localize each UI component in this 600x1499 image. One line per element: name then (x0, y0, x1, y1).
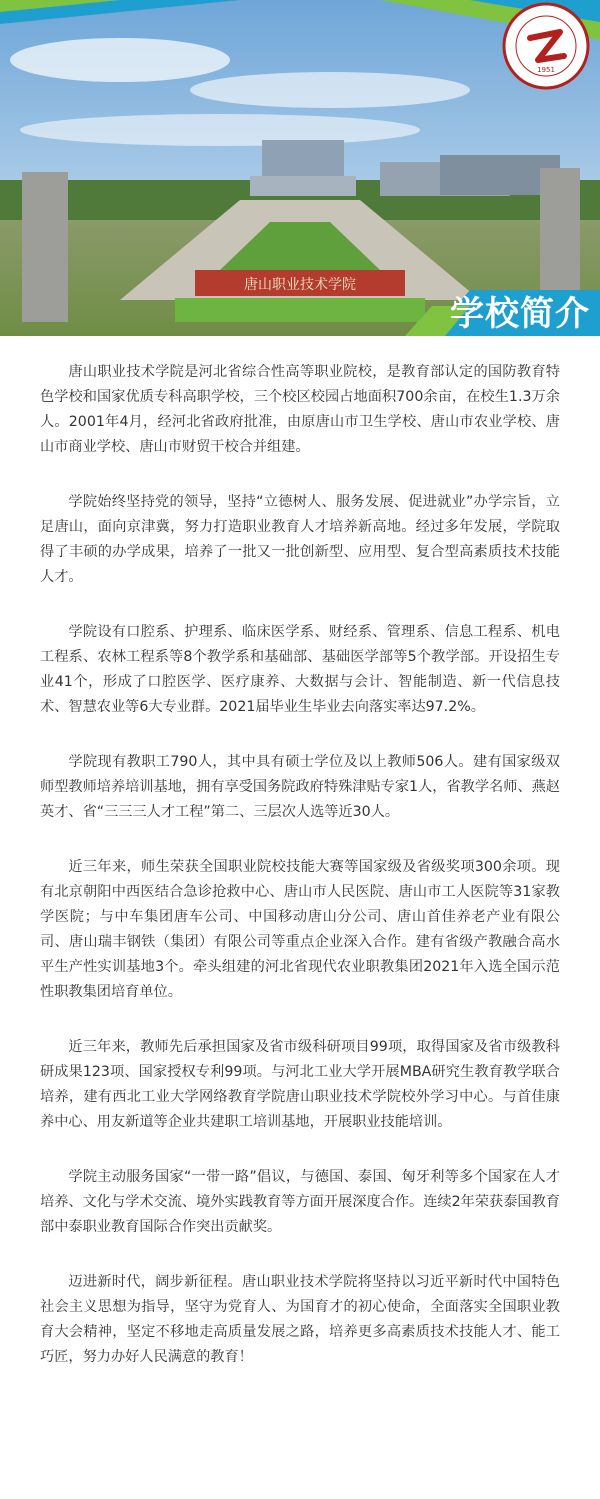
paragraph-6: 近三年来，教师先后承担国家及省市级科研项目99项，取得国家及省市级教科研成果123项、国家授权专利99项。与河北工业大学开展MBA研究生教育教学联合培养，建有西北工业大学网络教育学院唐山职业技术学院校外学习中心。与首佳康养中心、用友新道等企业共建职工培训基地，开展职业技能培训。 (40, 1039, 560, 1130)
paragraph-3: 学院设有口腔系、护理系、临床医学系、财经系、管理系、信息工程系、机电工程系、农林工程系等8个教学系和基础部、基础医学部等5个教学部。开设招生专业41个，形成了口腔医学、医疗康养、大数据与会计、智能制造、新一代信息技术、智慧农业等6大专业群。2021届毕业生毕业去向落实率达97.2%。 (40, 624, 560, 715)
logo-year: 1951 (537, 66, 555, 74)
paragraph-1: 唐山职业技术学院是河北省综合性高等职业院校，是教育部认定的国防教育特色学校和国家优质专科高职学校，三个校区校园占地面积700余亩，在校生1.3万余人。2001年4月，经河北省政府批准，由原唐山市卫生学校、唐山市农业学校、唐山市商业学校、唐山市财贸干校合并组建。 (40, 364, 560, 455)
paragraph-8: 迈进新时代，阔步新征程。唐山职业技术学院将坚持以习近平新时代中国特色社会主义思想为指导，坚守为党育人、为国育才的初心使命，全面落实全国职业教育大会精神，坚定不移地走高质量发展之路，培养更多高素质技术技能人才、能工巧匠，努力办好人民满意的教育！ (40, 1274, 560, 1365)
gate-sign: 唐山职业技术学院 (244, 277, 356, 293)
paragraph-5: 近三年来，师生荣获全国职业院校技能大赛等国家级及省级奖项300余项。现有北京朝阳中西医结合急诊抢救中心、唐山市人民医院、唐山市工人医院等31家教学医院；与中车集团唐车公司、中国移动唐山分公司、唐山首佳养老产业有限公司、唐山瑞丰钢铁（集团）有限公司等重点企业深入合作。建有省级产教融合高水平生产性实训基地3个。牵头组建的河北省现代农业职教集团2021年入选全国示范性职教集团培育单位。 (40, 859, 560, 1000)
paragraph-2: 学院始终坚持党的领导，坚持“立德树人、服务发展、促进就业”办学宗旨，立足唐山，面向京津冀，努力打造职业教育人才培养新高地。经过多年发展，学院取得了丰硕的办学成果，培养了一批又一批创新型、应用型、复合型高素质技术技能人才。 (40, 494, 560, 585)
page-title: 学校简介 (450, 294, 590, 334)
article-body (0, 336, 600, 1370)
banner (0, 0, 600, 336)
paragraph-4: 学院现有教职工790人，其中具有硕士学位及以上教师506人。建有国家级双师型教师培养培训基地，拥有享受国务院政府特殊津贴专家1人，省教学名师、燕赵英才、省“三三三人才工程”第二、三层次人选等近30人。 (40, 754, 560, 820)
college-emblem-icon (502, 2, 590, 90)
paragraph-7: 学院主动服务国家“一带一路”倡议，与德国、泰国、匈牙利等多个国家在人才培养、文化与学术交流、境外实践教育等方面开展深度合作。连续2年荣获泰国教育部中泰职业教育国际合作突出贡献奖。 (40, 1169, 560, 1235)
